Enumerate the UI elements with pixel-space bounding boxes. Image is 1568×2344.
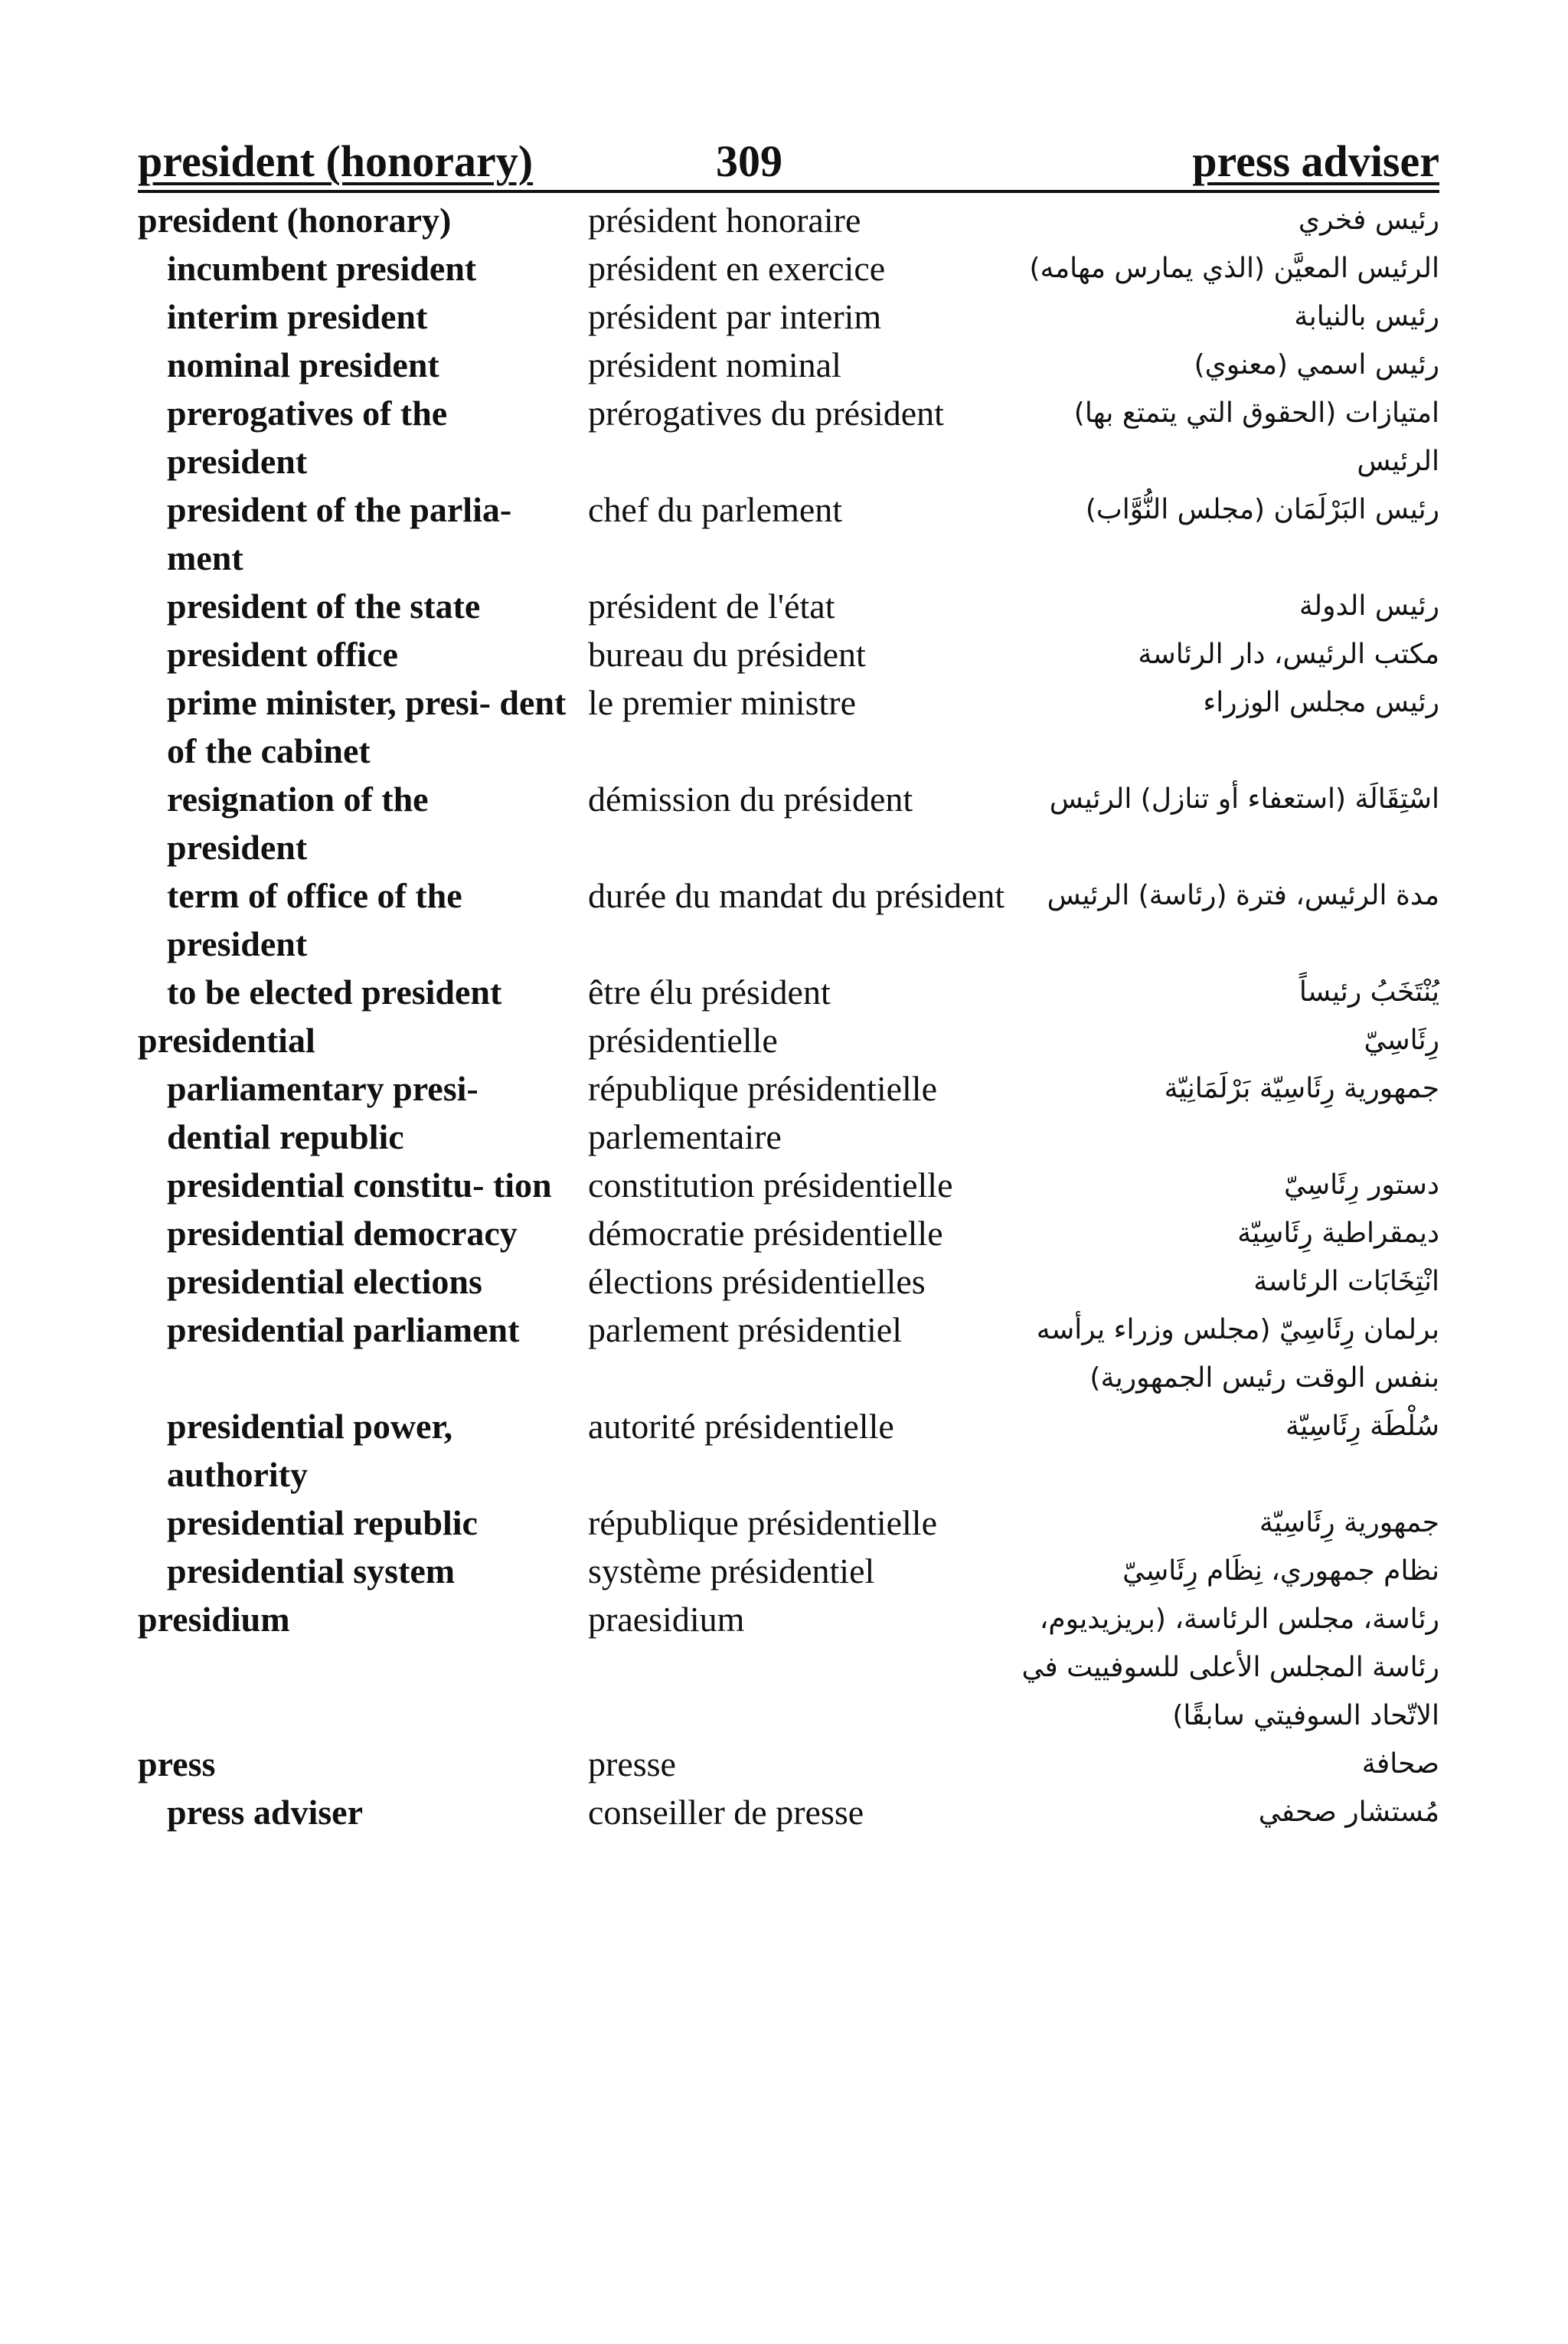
dictionary-entry (138, 678, 1439, 775)
entry-english: presidential power, authority (167, 1407, 453, 1494)
entry-french: être élu président (588, 973, 831, 1012)
entry-english: presidium (138, 1600, 290, 1639)
entry-english: prerogatives of the president (167, 394, 448, 481)
entry-english: resignation of the president (167, 780, 429, 867)
entry-arabic: يُنْتَخَبُ رئيساً (1298, 976, 1439, 1008)
entry-french: président honoraire (588, 201, 861, 240)
header-first-entry: president (honorary) (138, 136, 534, 186)
entry-french: praesidium (588, 1600, 745, 1639)
dictionary-entry (138, 1402, 1439, 1499)
entry-arabic: رِئَاسِيّ (1364, 1025, 1439, 1056)
entry-french: le premier ministre (588, 683, 856, 722)
dictionary-entry (138, 1064, 1439, 1161)
entry-french: prérogatives du président (588, 394, 944, 433)
dictionary-entry (138, 1499, 1439, 1547)
entry-english: president (honorary) (138, 201, 452, 240)
entry-french: république présidentielle (588, 1503, 938, 1542)
entry-french: république présidentielle parlementaire (588, 1069, 938, 1156)
entry-english: president office (167, 635, 398, 674)
entry-english: incumbent president (167, 249, 477, 288)
entry-arabic: رئيس البَرْلَمَان (مجلس النُّوَّاب) (1085, 494, 1439, 525)
dictionary-entry (138, 1161, 1439, 1209)
entry-french: chef du parlement (588, 490, 843, 529)
entry-french: bureau du président (588, 635, 866, 674)
entry-arabic: سُلْطَة رِئَاسِيّة (1285, 1411, 1439, 1442)
entry-english: to be elected president (167, 973, 502, 1012)
dictionary-entry (138, 630, 1439, 678)
entry-arabic: نظام جمهوري، نِظَام رِئَاسِيّ (1122, 1555, 1439, 1587)
entry-arabic: امتيازات (الحقوق التي يتمتع بها) الرئيس (1073, 397, 1439, 477)
entry-french: démocratie présidentielle (588, 1214, 943, 1253)
entry-arabic: رئيس مجلس الوزراء (1203, 687, 1439, 718)
dictionary-entry (138, 293, 1439, 341)
entry-arabic: رئيس اسمي (معنوي) (1194, 349, 1439, 381)
entry-arabic: الرئيس المعيَّن (الذي يمارس مهامه) (1029, 253, 1439, 284)
entry-french: président par interim (588, 297, 882, 336)
dictionary-entry (138, 1306, 1439, 1402)
entry-english: president of the parlia- ment (167, 490, 512, 577)
dictionary-entry (138, 775, 1439, 871)
dictionary-entry (138, 1016, 1439, 1064)
entry-english: interim president (167, 297, 428, 336)
entry-english: presidential (138, 1021, 315, 1060)
entry-arabic: رئيس بالنيابة (1294, 301, 1439, 332)
entry-french: présidentielle (588, 1021, 778, 1060)
dictionary-entry (138, 244, 1439, 293)
dictionary-entry (138, 1788, 1439, 1836)
entry-arabic: ديمقراطية رِئَاسِيّة (1237, 1218, 1439, 1249)
dictionary-entry (138, 582, 1439, 630)
entry-french: président en exercice (588, 249, 886, 288)
entry-french: durée du mandat du président (588, 876, 1005, 915)
entry-english: presidential system (167, 1551, 456, 1590)
entry-english: term of office of the president (167, 876, 462, 963)
dictionary-entry (138, 1257, 1439, 1306)
dictionary-entry (138, 485, 1439, 582)
entry-arabic: رئيس فخري (1298, 204, 1439, 236)
page-header (138, 130, 1439, 193)
dictionary-entry (138, 389, 1439, 485)
entry-french: président de l'état (588, 587, 835, 626)
entry-arabic: مدة الرئيس، فترة (رئاسة) الرئيس (1047, 880, 1439, 911)
entry-french: constitution présidentielle (588, 1165, 953, 1205)
dictionary-entry (138, 1740, 1439, 1788)
entry-list (138, 196, 1439, 1836)
entry-arabic: مكتب الرئيس، دار الرئاسة (1138, 639, 1439, 670)
entry-french: presse (588, 1744, 676, 1783)
entry-arabic: برلمان رِئَاسِيّ (مجلس وزراء يرأسه بنفس الوقت رئيس الجمهورية) (1036, 1314, 1439, 1394)
entry-arabic: انْتِخَابَات الرئاسة (1253, 1266, 1439, 1297)
dictionary-entry (138, 1209, 1439, 1257)
entry-arabic: دستور رِئَاسِيّ (1283, 1169, 1439, 1201)
entry-arabic: رئاسة، مجلس الرئاسة، (بريزيديوم، رئاسة المجلس الأعلى للسوفييت في الاتّحاد السوفيتي سابقًا) (1021, 1604, 1439, 1731)
entry-english: presidential constitu- tion (167, 1165, 552, 1205)
page-number: 309 (716, 136, 782, 186)
dictionary-entry (138, 968, 1439, 1016)
entry-french: démission du président (588, 780, 913, 819)
entry-arabic: صحافة (1361, 1748, 1439, 1780)
entry-arabic: مُستشار صحفي (1258, 1796, 1439, 1828)
entry-french: système présidentiel (588, 1551, 875, 1590)
entry-arabic: جمهورية رِئَاسِيّة (1259, 1507, 1439, 1538)
entry-english: presidential republic (167, 1503, 478, 1542)
dictionary-entry (138, 1595, 1439, 1740)
dictionary-entry (138, 196, 1439, 244)
dictionary-entry (138, 1547, 1439, 1595)
entry-english: presidential democracy (167, 1214, 518, 1253)
entry-english: president of the state (167, 587, 481, 626)
entry-french: président nominal (588, 345, 841, 384)
dictionary-entry (138, 341, 1439, 389)
entry-french: autorité présidentielle (588, 1407, 894, 1446)
entry-english: presidential elections (167, 1262, 482, 1301)
entry-french: élections présidentielles (588, 1262, 926, 1301)
entry-arabic: جمهورية رِئَاسِيّة بَرْلَمَانِيّة (1164, 1073, 1439, 1104)
entry-english: nominal president (167, 345, 439, 384)
entry-french: parlement présidentiel (588, 1310, 903, 1349)
entry-french: conseiller de presse (588, 1793, 864, 1832)
dictionary-page (138, 130, 1439, 1836)
dictionary-entry (138, 871, 1439, 968)
entry-english: parliamentary presi- dential republic (167, 1069, 479, 1156)
entry-english: press (138, 1744, 216, 1783)
entry-english: presidential parliament (167, 1310, 520, 1349)
entry-arabic: اسْتِقَالَة (استعفاء أو تنازل) الرئيس (1049, 783, 1439, 815)
entry-english: prime minister, presi- dent of the cabinet (167, 683, 567, 770)
entry-arabic: رئيس الدولة (1298, 590, 1439, 622)
header-last-entry: press adviser (1192, 136, 1439, 186)
entry-english: press adviser (167, 1793, 363, 1832)
